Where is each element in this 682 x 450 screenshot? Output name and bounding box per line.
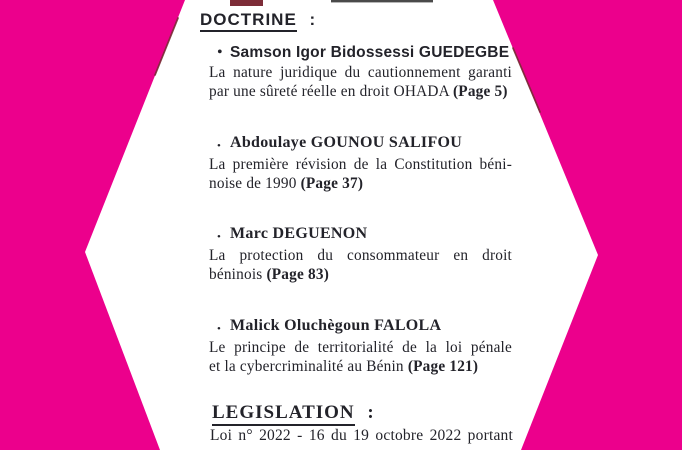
toc-entry: [209, 133, 512, 193]
article-title-text: La protection du consommateur en droit: [209, 247, 512, 264]
article-title: [209, 156, 512, 193]
article-title: [209, 247, 512, 284]
article-title-text: La première révision de la Constitution béni-: [209, 156, 512, 173]
author-row: [209, 224, 512, 245]
article-title-text: La nature juridique du cautionnement garanti: [209, 64, 512, 81]
author-name: Abdoulaye GOUNOU SALIFOU: [230, 134, 463, 151]
article-title-line: [209, 358, 512, 377]
author-name: Malick Oluchègoun FALOLA: [230, 317, 442, 334]
bullet-icon: •: [217, 44, 223, 61]
bullet-icon: •: [217, 323, 221, 335]
toc-entry: [209, 43, 512, 101]
bullet-icon: •: [217, 231, 221, 243]
page-reference: (Page 37): [300, 174, 364, 192]
author-name: Samson Igor Bidossessi GUEDEGBE: [230, 44, 510, 61]
article-title-text: et la cybercriminalité au Bénin: [209, 357, 408, 375]
article-title-line: [209, 175, 512, 194]
toc-entry: [209, 224, 512, 284]
article-title-line: [209, 247, 512, 266]
author-row: [209, 43, 512, 62]
legislation-text: Loi n° 2022 - 16 du 19 octobre 2022 portant: [210, 427, 513, 444]
article-title-text: par une sûreté réelle en droit OHADA: [209, 82, 453, 100]
legislation-heading: [212, 402, 375, 424]
legislation-heading-colon: :: [367, 402, 375, 423]
article-title-line: [209, 266, 512, 285]
page-reference: (Page 83): [266, 265, 330, 283]
author-row: [209, 133, 512, 154]
article-title: [209, 339, 512, 376]
article-title-line: [209, 83, 512, 102]
article-title-line: [209, 339, 512, 358]
article-title-text: béninois: [209, 265, 267, 283]
article-title-line: [209, 64, 512, 83]
article-title-text: Le principe de territorialité de la loi pénale: [209, 339, 512, 356]
author-row: [209, 316, 512, 337]
article-title-line: [209, 156, 512, 175]
doctrine-heading-colon: :: [309, 10, 317, 29]
page-reference: (Page 5): [453, 82, 508, 100]
author-name: Marc DEGUENON: [230, 225, 368, 242]
article-title: [209, 64, 512, 101]
page-reference: (Page 121): [407, 357, 479, 375]
bullet-icon: •: [217, 140, 221, 152]
doctrine-heading: [200, 10, 316, 30]
toc-entry: [209, 316, 512, 376]
article-title-text: noise de 1990: [209, 174, 301, 192]
doctrine-heading-text: DOCTRINE: [200, 10, 297, 32]
legislation-heading-text: LEGISLATION: [212, 402, 355, 426]
